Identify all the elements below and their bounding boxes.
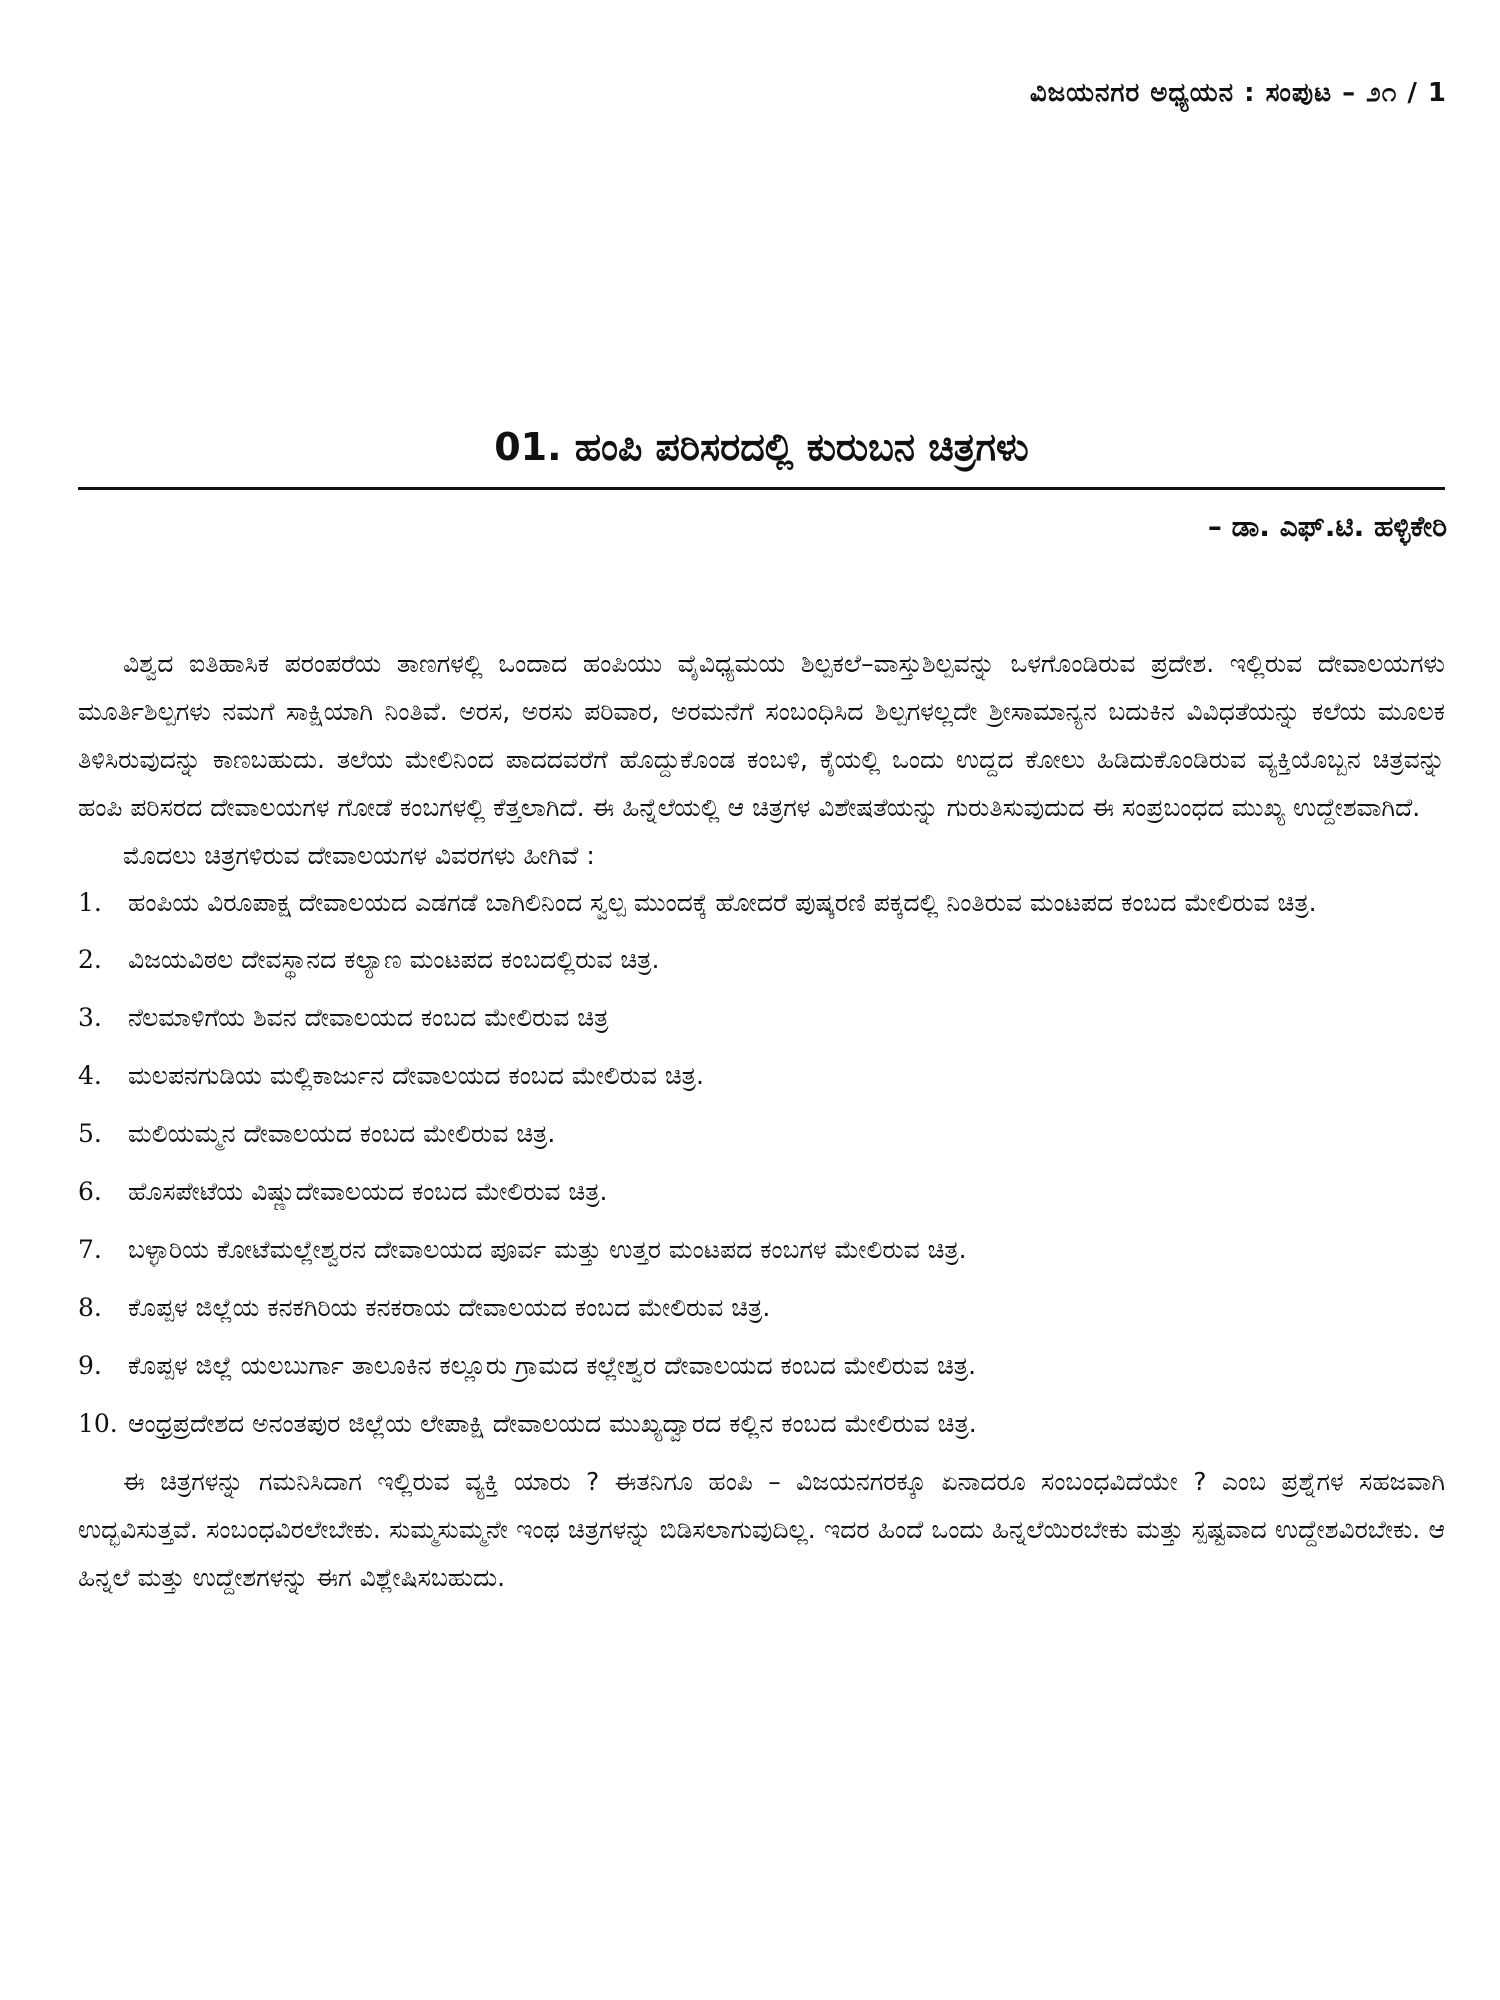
list-item bbox=[78, 1052, 1445, 1100]
title-underline bbox=[78, 487, 1445, 490]
list-item-text: ಬಳ್ಳಾರಿಯ ಕೋಟೆಮಲ್ಲೇಶ್ವರನ ದೇವಾಲಯದ ಪೂರ್ವ ಮತ್ತು ಉತ್ತರ ಮಂಟಪದ ಕಂಬಗಳ ಮೇಲಿರುವ ಚಿತ್ರ. bbox=[128, 1235, 967, 1264]
list-item-number: 1. bbox=[78, 888, 102, 917]
list-item-text: ಕೊಪ್ಪಳ ಜಿಲ್ಲೆಯ ಕನಕಗಿರಿಯ ಕನಕರಾಯ ದೇವಾಲಯದ ಕಂಬದ ಮೇಲಿರುವ ಚಿತ್ರ. bbox=[128, 1293, 771, 1322]
list-item-number: 2. bbox=[78, 945, 102, 974]
list-item-number: 6. bbox=[78, 1177, 102, 1206]
list-item-text: ನೆಲಮಾಳಿಗೆಯ ಶಿವನ ದೇವಾಲಯದ ಕಂಬದ ಮೇಲಿರುವ ಚಿತ್ರ bbox=[128, 1003, 609, 1032]
list-item-number: 5. bbox=[78, 1119, 102, 1148]
list-item-text: ಕೊಪ್ಪಳ ಜಿಲ್ಲೆ ಯಲಬುರ್ಗಾ ತಾಲೂಕಿನ ಕಲ್ಲೂರು ಗ್ರಾಮದ ಕಲ್ಲೇಶ್ವರ ದೇವಾಲಯದ ಕಂಬದ ಮೇಲಿರುವ ಚಿತ್ರ. bbox=[128, 1351, 977, 1380]
list-item-text: ವಿಜಯವಿಠಲ ದೇವಸ್ಥಾನದ ಕಲ್ಯಾಣ ಮಂಟಪದ ಕಂಬದಲ್ಲಿರುವ ಚಿತ್ರ. bbox=[128, 945, 660, 974]
list-item-number: 4. bbox=[78, 1061, 102, 1090]
list-item bbox=[78, 994, 1445, 1042]
list-item-number: 3. bbox=[78, 1003, 102, 1032]
temple-list bbox=[78, 880, 1445, 1448]
list-item-text: ಹೊಸಪೇಟೆಯ ವಿಷ್ಣುದೇವಾಲಯದ ಕಂಬದ ಮೇಲಿರುವ ಚಿತ್ರ. bbox=[128, 1177, 608, 1206]
list-item-text: ಹಂಪಿಯ ವಿರೂಪಾಕ್ಷ ದೇವಾಲಯದ ಎಡಗಡೆ ಬಾಗಿಲಿನಿಂದ ಸ್ವಲ್ಪ ಮುಂದಕ್ಕೆ ಹೋದರೆ ಪುಷ್ಕರಣಿ ಪಕ್ಕದಲ್ಲಿ ನಿಂತಿರುವ ಮಂಟಪದ ಕಂಬದ ಮೇಲಿರುವ ಚಿತ್ರ. bbox=[128, 888, 1317, 917]
list-item-text: ಮಲಪನಗುಡಿಯ ಮಲ್ಲಿಕಾರ್ಜುನ ದೇವಾಲಯದ ಕಂಬದ ಮೇಲಿರುವ ಚಿತ್ರ. bbox=[128, 1061, 704, 1090]
list-intro: ಮೊದಲು ಚಿತ್ರಗಳಿರುವ ದೇವಾಲಯಗಳ ವಿವರಗಳು ಹೀಗಿವೆ : bbox=[123, 841, 595, 870]
closing-paragraph: ಈ ಚಿತ್ರಗಳನ್ನು ಗಮನಿಸಿದಾಗ ಇಲ್ಲಿರುವ ವ್ಯಕ್ತಿ ಯಾರು ? ಈತನಿಗೂ ಹಂಪಿ – ವಿಜಯನಗರಕ್ಕೂ ಏನಾದರೂ ಸಂಬಂಧವಿದೆಯೇ ? ಎಂಬ ಪ್ರಶ್ನೆಗಳ ಸಹಜವಾಗಿ ಉದ್ಭವಿಸುತ್ತವೆ. ಸಂಬಂಧವಿರಲೇಬೇಕು. ಸುಮ್ಮಸುಮ್ಮನೇ ಇಂಥ ಚಿತ್ರಗಳನ್ನು ಬಿಡಿಸಲಾಗುವುದಿಲ್ಲ. ಇದರ ಹಿಂದೆ ಒಂದು ಹಿನ್ನಲೆಯಿರಬೇಕು ಮತ್ತು ಸ್ಪಷ್ಟವಾದ ಉದ್ದೇಶವಿರಬೇಕು. ಆ ಹಿನ್ನಲೆ ಮತ್ತು ಉದ್ದೇಶಗಳನ್ನು ಈಗ ವಿಶ್ಲೇಷಿಸಬಹುದು. bbox=[78, 1467, 1445, 1592]
list-item bbox=[78, 1168, 1445, 1216]
list-item-text: ಮಲಿಯಮ್ಮನ ದೇವಾಲಯದ ಕಂಬದ ಮೇಲಿರುವ ಚಿತ್ರ. bbox=[128, 1119, 556, 1148]
list-item-number: 10. bbox=[78, 1409, 118, 1438]
list-item-number: 9. bbox=[78, 1351, 102, 1380]
intro-paragraph: ವಿಶ್ವದ ಐತಿಹಾಸಿಕ ಪರಂಪರೆಯ ತಾಣಗಳಲ್ಲಿ ಒಂದಾದ ಹಂಪಿಯು ವೈವಿಧ್ಯಮಯ ಶಿಲ್ಪಕಲೆ–ವಾಸ್ತುಶಿಲ್ಪವನ್ನು ಒಳಗೊಂಡಿರುವ ಪ್ರದೇಶ. ಇಲ್ಲಿರುವ ದೇವಾಲಯಗಳು ಮೂರ್ತಿಶಿಲ್ಪಗಳು ನಮಗೆ ಸಾಕ್ಷಿಯಾಗಿ ನಿಂತಿವೆ. ಅರಸ, ಅರಸು ಪರಿವಾರ, ಅರಮನೆಗೆ ಸಂಬಂಧಿಸಿದ ಶಿಲ್ಪಗಳಲ್ಲದೇ ಶ್ರೀಸಾಮಾನ್ಯನ ಬದುಕಿನ ವಿವಿಧತೆಯನ್ನು ಕಲೆಯ ಮೂಲಕ ತಿಳಿಸಿರುವುದನ್ನು ಕಾಣಬಹುದು. ತಲೆಯ ಮೇಲಿನಿಂದ ಪಾದದವರೆಗೆ ಹೊದ್ದುಕೊಂಡ ಕಂಬಳಿ, ಕೈಯಲ್ಲಿ ಒಂದು ಉದ್ದದ ಕೋಲು ಹಿಡಿದುಕೊಂಡಿರುವ ವ್ಯಕ್ತಿಯೊಬ್ಬನ ಚಿತ್ರವನ್ನು ಹಂಪಿ ಪರಿಸರದ ದೇವಾಲಯಗಳ ಗೋಡೆ ಕಂಬಗಳಲ್ಲಿ ಕೆತ್ತಲಾಗಿದೆ. ಈ ಹಿನ್ನೆಲೆಯಲ್ಲಿ ಆ ಚಿತ್ರಗಳ ವಿಶೇಷತೆಯನ್ನು ಗುರುತಿಸುವುದುದ ಈ ಸಂಪ್ರಬಂಧದ ಮುಖ್ಯ ಉದ್ದೇಶವಾಗಿದೆ. bbox=[78, 649, 1445, 822]
list-item-text: ಆಂಧ್ರಪ್ರದೇಶದ ಅನಂತಪುರ ಜಿಲ್ಲೆಯ ಲೇಪಾಕ್ಷಿ ದೇವಾಲಯದ ಮುಖ್ಯದ್ವಾರದ ಕಲ್ಲಿನ ಕಂಬದ ಮೇಲಿರುವ ಚಿತ್ರ. bbox=[128, 1409, 977, 1438]
list-item bbox=[78, 1284, 1445, 1332]
article-body bbox=[78, 640, 1445, 1602]
list-item bbox=[78, 1342, 1445, 1390]
list-item-number: 8. bbox=[78, 1293, 102, 1322]
list-item bbox=[78, 1110, 1445, 1158]
article-title: 01. ಹಂಪಿ ಪರಿಸರದಲ್ಲಿ ಕುರುಬನ ಚಿತ್ರಗಳು bbox=[494, 425, 1029, 469]
list-item-number: 7. bbox=[78, 1235, 102, 1264]
list-item bbox=[78, 936, 1445, 984]
list-item bbox=[78, 1226, 1445, 1274]
article-author: – ಡಾ. ಎಫ್.ಟಿ. ಹಳ್ಳಿಕೇರಿ bbox=[1207, 510, 1447, 543]
list-item bbox=[78, 880, 1445, 926]
running-header: ವಿಜಯನಗರ ಅಧ್ಯಯನ : ಸಂಪುಟ – ೨೧ / 1 bbox=[1029, 78, 1447, 108]
list-item bbox=[78, 1400, 1445, 1448]
